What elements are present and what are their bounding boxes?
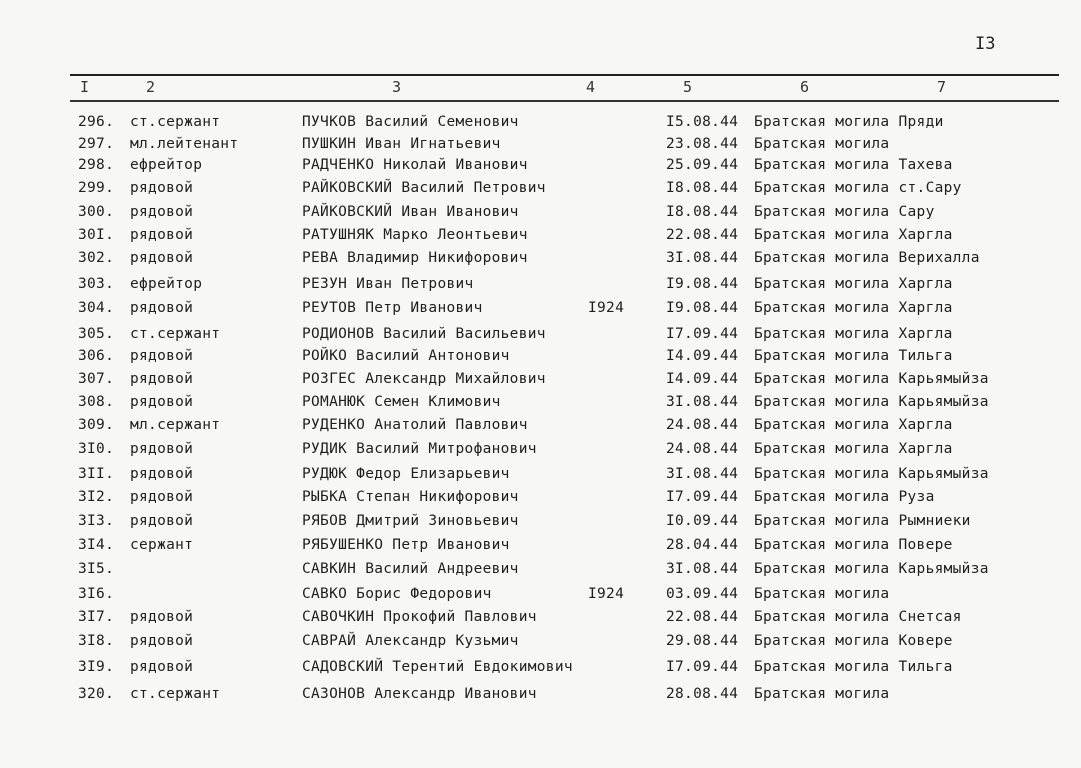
table-row [0, 180, 1081, 204]
record-name: РЕУТОВ Петр Иванович [302, 300, 483, 316]
record-death-date: I7.09.44 [666, 659, 739, 675]
record-burial-place: Братская могила ст.Сару [754, 180, 962, 196]
table-row [0, 466, 1081, 490]
record-number: 303. [78, 276, 115, 292]
record-name: САВОЧКИН Прокофий Павлович [302, 609, 537, 625]
record-name: САВКИН Василий Андреевич [302, 561, 519, 577]
record-name: САЗОНОВ Александр Иванович [302, 686, 537, 702]
column-header-2: 2 [146, 78, 156, 96]
record-name: РАДЧЕНКО Николай Иванович [302, 157, 528, 173]
record-number: 309. [78, 417, 115, 433]
record-name: РОМАНЮК Семен Климович [302, 394, 501, 410]
record-rank: рядовой [130, 633, 194, 649]
record-burial-place: Братская могила Карьямыйза [754, 371, 989, 387]
record-name: РОЙКО Василий Антонович [302, 348, 510, 364]
record-burial-place: Братская могила Повере [754, 537, 953, 553]
record-birth-year: I924 [588, 586, 625, 602]
table-row [0, 417, 1081, 441]
record-number: 299. [78, 180, 115, 196]
record-number: 297. [78, 136, 115, 152]
record-rank: рядовой [130, 204, 194, 220]
table-row [0, 441, 1081, 465]
record-death-date: 3I.08.44 [666, 250, 739, 266]
record-number: 3I0. [78, 441, 115, 457]
record-burial-place: Братская могила Карьямыйза [754, 394, 989, 410]
record-death-date: 22.08.44 [666, 609, 739, 625]
record-number: 3I8. [78, 633, 115, 649]
record-number: 3I4. [78, 537, 115, 553]
table-row [0, 250, 1081, 274]
record-rank: мл.лейтенант [130, 136, 239, 152]
record-number: 3I7. [78, 609, 115, 625]
record-death-date: I5.08.44 [666, 114, 739, 130]
record-number: 308. [78, 394, 115, 410]
record-death-date: 22.08.44 [666, 227, 739, 243]
record-rank: рядовой [130, 659, 194, 675]
record-number: 300. [78, 204, 115, 220]
record-number: 302. [78, 250, 115, 266]
record-death-date: 25.09.44 [666, 157, 739, 173]
record-rank: рядовой [130, 394, 194, 410]
record-number: 3II. [78, 466, 115, 482]
table-row [0, 513, 1081, 537]
record-rank: ефрейтор [130, 157, 203, 173]
table-row [0, 326, 1081, 350]
record-burial-place: Братская могила Харгла [754, 227, 953, 243]
record-number: 3I9. [78, 659, 115, 675]
record-death-date: I9.08.44 [666, 300, 739, 316]
record-death-date: 28.04.44 [666, 537, 739, 553]
record-death-date: 3I.08.44 [666, 466, 739, 482]
table-row [0, 394, 1081, 418]
column-header-5: 5 [683, 78, 693, 96]
record-death-date: 24.08.44 [666, 441, 739, 457]
table-row [0, 609, 1081, 633]
record-burial-place: Братская могила Верихалла [754, 250, 980, 266]
record-name: РЕЗУН Иван Петрович [302, 276, 474, 292]
record-rank: ст.сержант [130, 114, 221, 130]
record-name: РАТУШНЯК Марко Леонтьевич [302, 227, 528, 243]
record-number: 307. [78, 371, 115, 387]
record-death-date: I7.09.44 [666, 489, 739, 505]
record-death-date: I8.08.44 [666, 180, 739, 196]
record-birth-year: I924 [588, 300, 625, 316]
record-name: ПУШКИН Иван Игнатьевич [302, 136, 501, 152]
record-death-date: I4.09.44 [666, 371, 739, 387]
record-burial-place: Братская могила Тильга [754, 659, 953, 675]
record-name: РЕВА Владимир Никифорович [302, 250, 528, 266]
record-name: РЯБУШЕНКО Петр Иванович [302, 537, 510, 553]
record-death-date: I4.09.44 [666, 348, 739, 364]
column-header-1: I [80, 78, 90, 96]
record-death-date: 3I.08.44 [666, 394, 739, 410]
record-rank: рядовой [130, 513, 194, 529]
record-burial-place: Братская могила Карьямыйза [754, 466, 989, 482]
header-rule-bottom [70, 100, 1059, 102]
record-burial-place: Братская могила Рымниеки [754, 513, 971, 529]
record-name: РУДЮК Федор Елизарьевич [302, 466, 510, 482]
table-row [0, 586, 1081, 610]
table-row [0, 659, 1081, 683]
record-burial-place: Братская могила Пряди [754, 114, 944, 130]
record-burial-place: Братская могила Харгла [754, 417, 953, 433]
column-header-6: 6 [800, 78, 810, 96]
header-rule-top [70, 74, 1059, 76]
record-burial-place: Братская могила [754, 136, 890, 152]
record-death-date: 28.08.44 [666, 686, 739, 702]
record-number: 3I3. [78, 513, 115, 529]
record-number: 30I. [78, 227, 115, 243]
record-rank: ст.сержант [130, 686, 221, 702]
record-name: РЫБКА Степан Никифорович [302, 489, 519, 505]
record-name: САВРАЙ Александр Кузьмич [302, 633, 519, 649]
record-rank: рядовой [130, 250, 194, 266]
record-rank: рядовой [130, 441, 194, 457]
record-burial-place: Братская могила Сару [754, 204, 935, 220]
record-death-date: I9.08.44 [666, 276, 739, 292]
record-rank: рядовой [130, 348, 194, 364]
record-burial-place: Братская могила Ковере [754, 633, 953, 649]
record-number: 304. [78, 300, 115, 316]
column-header-3: 3 [392, 78, 402, 96]
record-name: РОДИОНОВ Василий Васильевич [302, 326, 546, 342]
table-row [0, 204, 1081, 228]
record-name: РУДИК Василий Митрофанович [302, 441, 537, 457]
record-burial-place: Братская могила Тильга [754, 348, 953, 364]
record-rank: ст.сержант [130, 326, 221, 342]
record-number: 3I5. [78, 561, 115, 577]
table-row [0, 348, 1081, 372]
record-rank: ефрейтор [130, 276, 203, 292]
record-death-date: 3I.08.44 [666, 561, 739, 577]
record-burial-place: Братская могила Руза [754, 489, 935, 505]
record-number: 320. [78, 686, 115, 702]
table-row [0, 561, 1081, 585]
record-number: 306. [78, 348, 115, 364]
record-burial-place: Братская могила Снетсая [754, 609, 962, 625]
record-rank: сержант [130, 537, 194, 553]
record-rank: рядовой [130, 371, 194, 387]
table-row [0, 686, 1081, 710]
record-number: 298. [78, 157, 115, 173]
record-rank: рядовой [130, 489, 194, 505]
record-number: 3I2. [78, 489, 115, 505]
table-row [0, 300, 1081, 324]
record-burial-place: Братская могила Тахева [754, 157, 953, 173]
record-name: САДОВСКИЙ Терентий Евдокимович [302, 659, 573, 675]
record-burial-place: Братская могила Харгла [754, 300, 953, 316]
record-name: ПУЧКОВ Василий Семенович [302, 114, 519, 130]
column-header-7: 7 [937, 78, 947, 96]
record-rank: рядовой [130, 300, 194, 316]
table-row [0, 114, 1081, 138]
record-rank: мл.сержант [130, 417, 221, 433]
record-number: 305. [78, 326, 115, 342]
record-death-date: 03.09.44 [666, 586, 739, 602]
record-number: 3I6. [78, 586, 115, 602]
record-burial-place: Братская могила [754, 686, 890, 702]
table-row [0, 227, 1081, 251]
record-rank: рядовой [130, 227, 194, 243]
record-rank: рядовой [130, 180, 194, 196]
record-name: РУДЕНКО Анатолий Павлович [302, 417, 528, 433]
record-death-date: 29.08.44 [666, 633, 739, 649]
record-burial-place: Братская могила Харгла [754, 276, 953, 292]
column-header-4: 4 [586, 78, 596, 96]
record-name: РЯБОВ Дмитрий Зиновьевич [302, 513, 519, 529]
record-rank: рядовой [130, 466, 194, 482]
record-name: РОЗГЕС Александр Михайлович [302, 371, 546, 387]
record-death-date: I7.09.44 [666, 326, 739, 342]
table-row [0, 371, 1081, 395]
table-row [0, 537, 1081, 561]
record-name: РАЙКОВСКИЙ Иван Иванович [302, 204, 519, 220]
record-death-date: I0.09.44 [666, 513, 739, 529]
table-row [0, 276, 1081, 300]
table-row [0, 489, 1081, 513]
record-death-date: 23.08.44 [666, 136, 739, 152]
page-number: I3 [975, 34, 996, 54]
record-rank: рядовой [130, 609, 194, 625]
record-death-date: 24.08.44 [666, 417, 739, 433]
record-name: САВКО Борис Федорович [302, 586, 492, 602]
table-row [0, 157, 1081, 181]
record-number: 296. [78, 114, 115, 130]
record-burial-place: Братская могила Карьямыйза [754, 561, 989, 577]
record-burial-place: Братская могила Харгла [754, 326, 953, 342]
record-burial-place: Братская могила Харгла [754, 441, 953, 457]
table-row [0, 633, 1081, 657]
record-death-date: I8.08.44 [666, 204, 739, 220]
record-burial-place: Братская могила [754, 586, 890, 602]
record-name: РАЙКОВСКИЙ Василий Петрович [302, 180, 546, 196]
